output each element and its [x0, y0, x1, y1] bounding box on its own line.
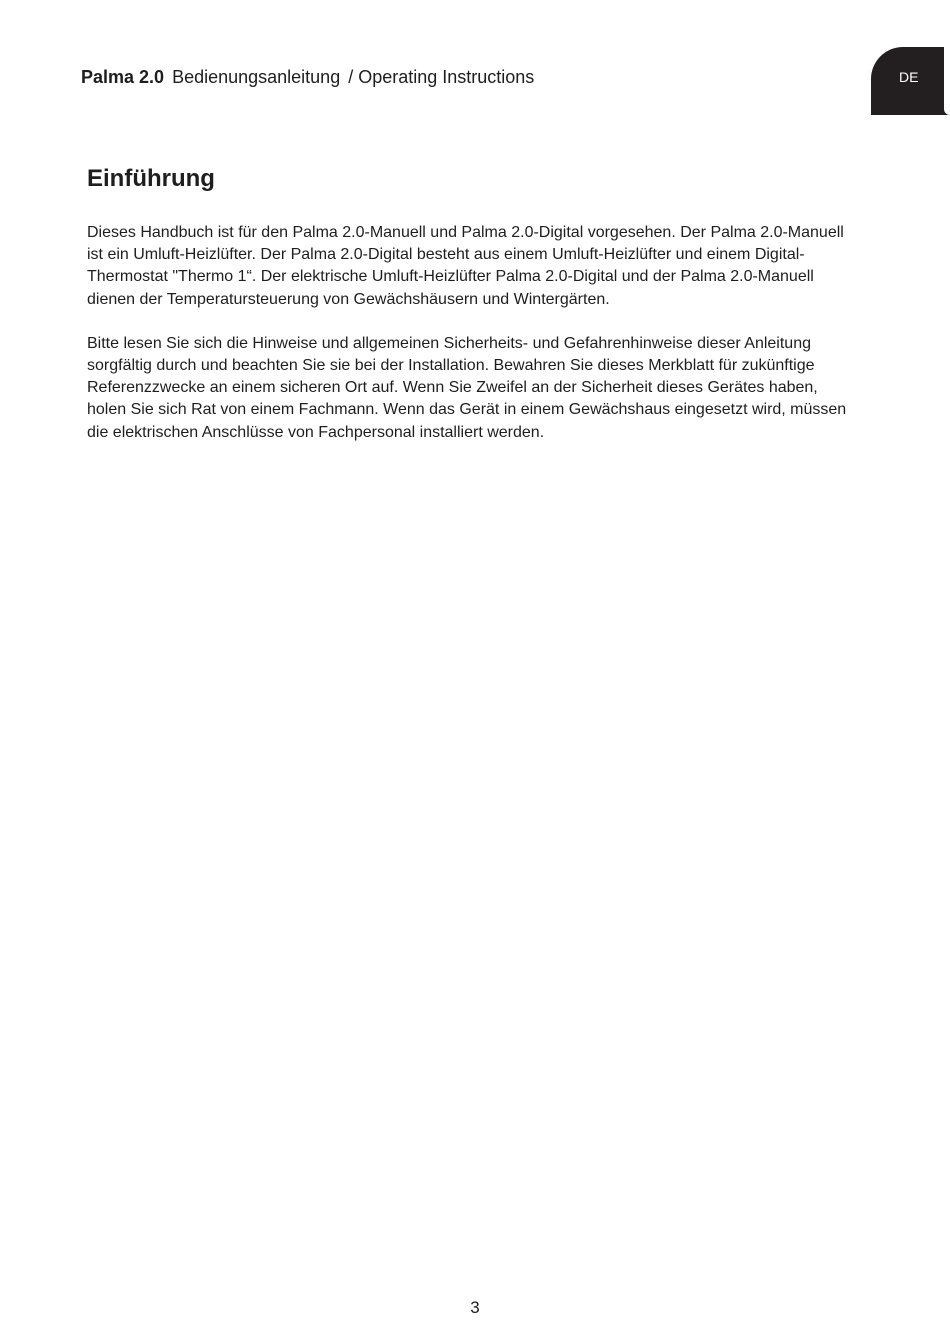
language-label: DE [899, 69, 919, 85]
section-body [87, 222, 857, 466]
page-number: 3 [470, 1298, 480, 1317]
product-name: Palma 2.0 [81, 67, 165, 87]
language-tab [871, 47, 950, 115]
section-title: Einführung [87, 165, 215, 192]
tab-notch-decoration [944, 47, 950, 115]
header-title-en: / Operating Instructions [348, 67, 535, 87]
document-header [81, 66, 534, 88]
paragraph-safety: Bitte lesen Sie sich die Hinweise und allgemeinen Sicherheits- und Gefahrenhinweise dieser Anleitung sorgfältig durch und beachten Sie sie bei der Installation. Bewahren Sie dieses Merkblatt für zukünftige Referenzzwecke an einem sicheren Ort auf. Wenn Sie Zweifel an der Sicherheit dieses Gerätes haben, holen Sie sich Rat von einem Fachmann. Wenn das Gerät in einem Gewächshaus eingesetzt wird, müssen die elektrischen Anschlüsse von Fachpersonal installiert werden. [87, 334, 847, 441]
paragraph-intro: Dieses Handbuch ist für den Palma 2.0-Manuell und Palma 2.0-Digital vorgesehen. Der Palma 2.0-Manuell ist ein Umluft-Heizlüfter. Der Palma 2.0-Digital besteht aus einem Umluft-Heizlüfter und einem Digital-Thermostat "Thermo 1“. Der elektrische Umluft-Heizlüfter Palma 2.0-Digital und der Palma 2.0-Manuell dienen der Temperatursteuerung von Gewächshäusern und Wintergärten. [87, 224, 844, 308]
header-title-de: Bedienungsanleitung [172, 67, 341, 87]
